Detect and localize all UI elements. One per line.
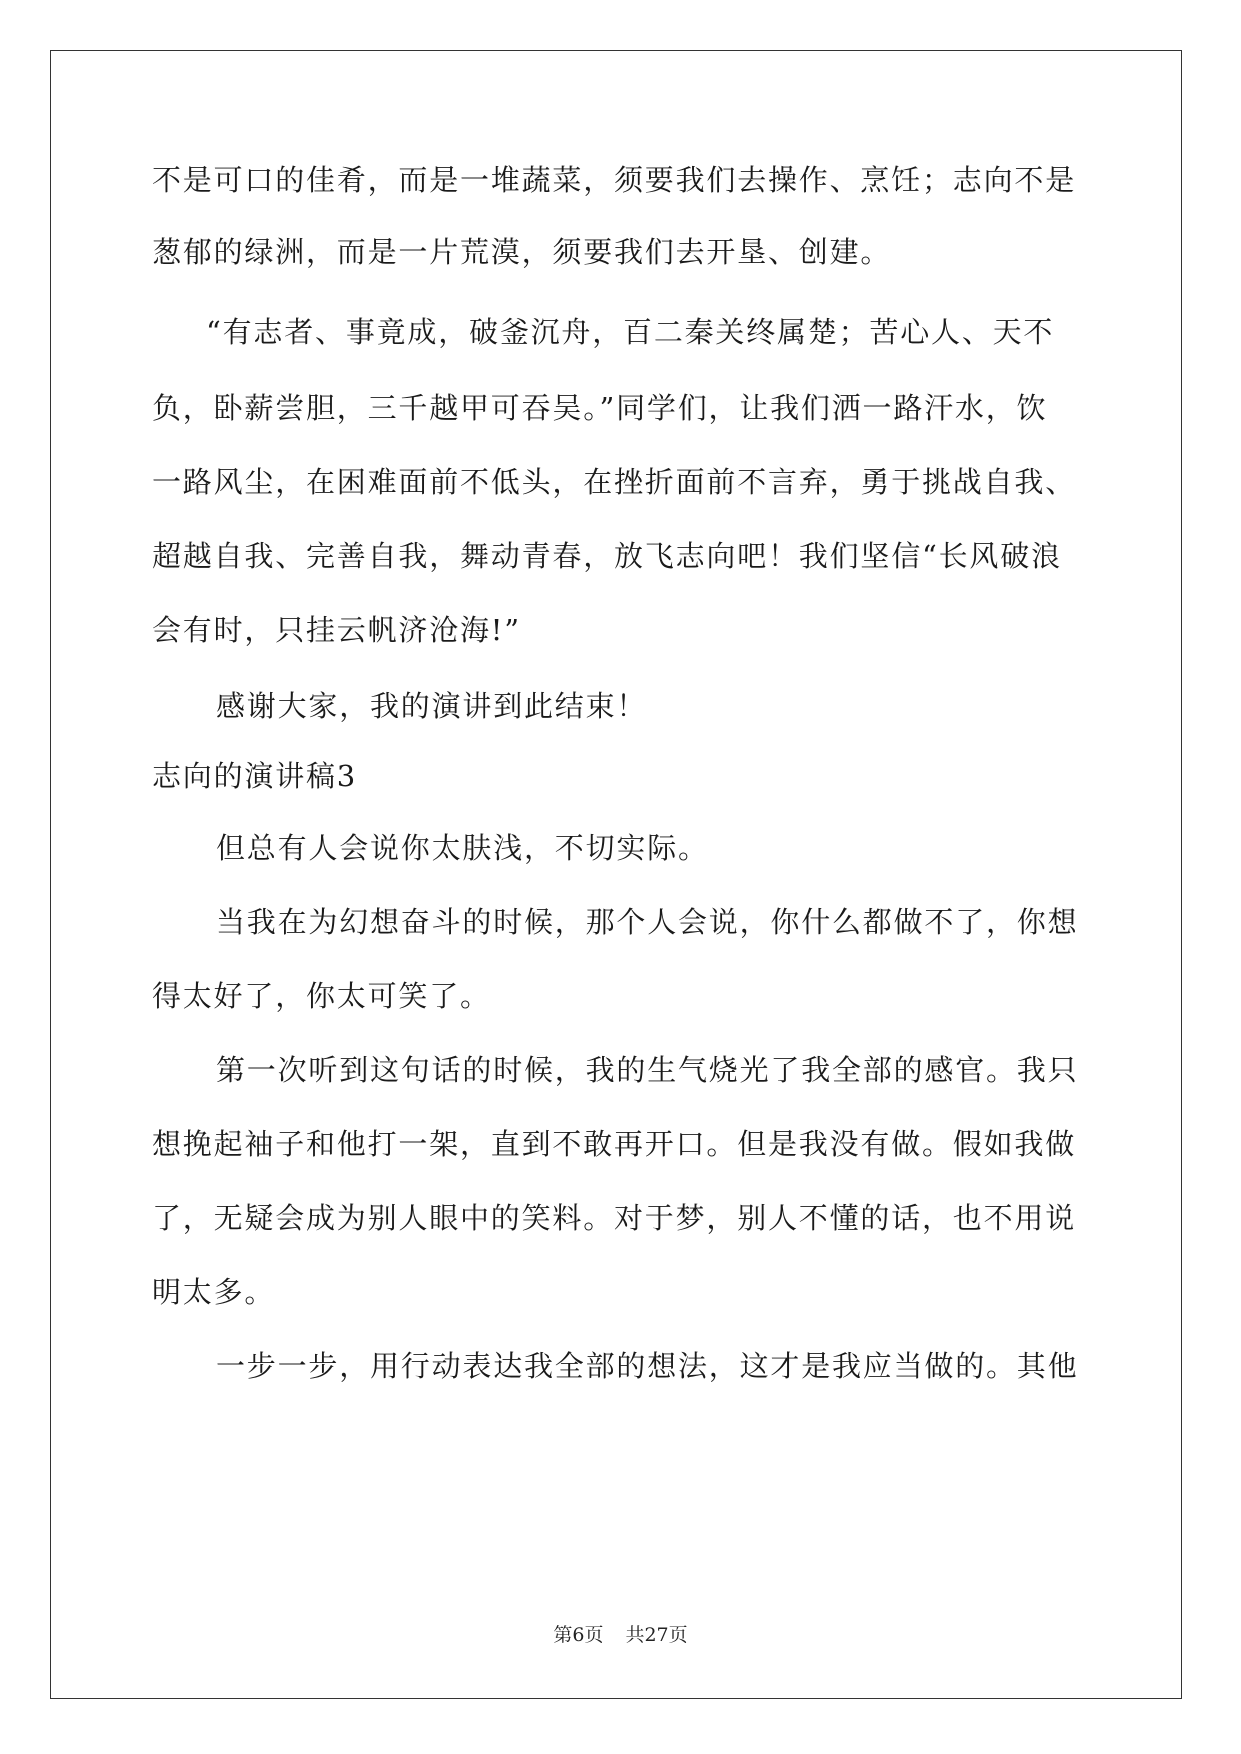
text-line: 第一次听到这句话的时候，我的生气烧光了我全部的感官。我只 (216, 1053, 1079, 1087)
text-line: 超越自我、完善自我，舞动青春，放飞志向吧！我们坚信“长风破浪 (152, 539, 1062, 573)
text-line: 明太多。 (152, 1275, 276, 1309)
text-line: “有志者、事竟成，破釜沉舟，百二秦关终属楚；苦心人、天不 (206, 315, 1055, 349)
text-line: 不是可口的佳肴，而是一堆蔬菜，须要我们去操作、烹饪；志向不是 (152, 163, 1077, 197)
page-footer (0, 1620, 1241, 1647)
text-line: 了，无疑会成为别人眼中的笑料。对于梦，别人不懂的话，也不用说 (152, 1201, 1077, 1235)
text-line: 但总有人会说你太肤浅，不切实际。 (216, 831, 709, 865)
text-line: 当我在为幻想奋斗的时候，那个人会说，你什么都做不了，你想 (216, 905, 1079, 939)
section-heading: 志向的演讲稿3 (152, 759, 358, 793)
text-line: 想挽起袖子和他打一架，直到不敢再开口。但是我没有做。假如我做 (152, 1127, 1077, 1161)
text-line: 一路风尘，在困难面前不低头，在挫折面前不言弃，勇于挑战自我、 (152, 465, 1077, 499)
page-total: 共27页 (625, 1624, 688, 1646)
page-number: 第6页 (553, 1624, 604, 1646)
text-line: 负，卧薪尝胆，三千越甲可吞吴。”同学们，让我们洒一路汗水，饮 (152, 391, 1048, 425)
text-line: 得太好了，你太可笑了。 (152, 979, 491, 1013)
page-border (50, 50, 1182, 1699)
text-line: 葱郁的绿洲，而是一片荒漠，须要我们去开垦、创建。 (152, 235, 892, 269)
text-line: 会有时，只挂云帆济沧海!” (152, 613, 521, 647)
text-line: 一步一步，用行动表达我全部的想法，这才是我应当做的。其他 (216, 1349, 1079, 1383)
text-line: 感谢大家，我的演讲到此结束！ (216, 689, 648, 723)
